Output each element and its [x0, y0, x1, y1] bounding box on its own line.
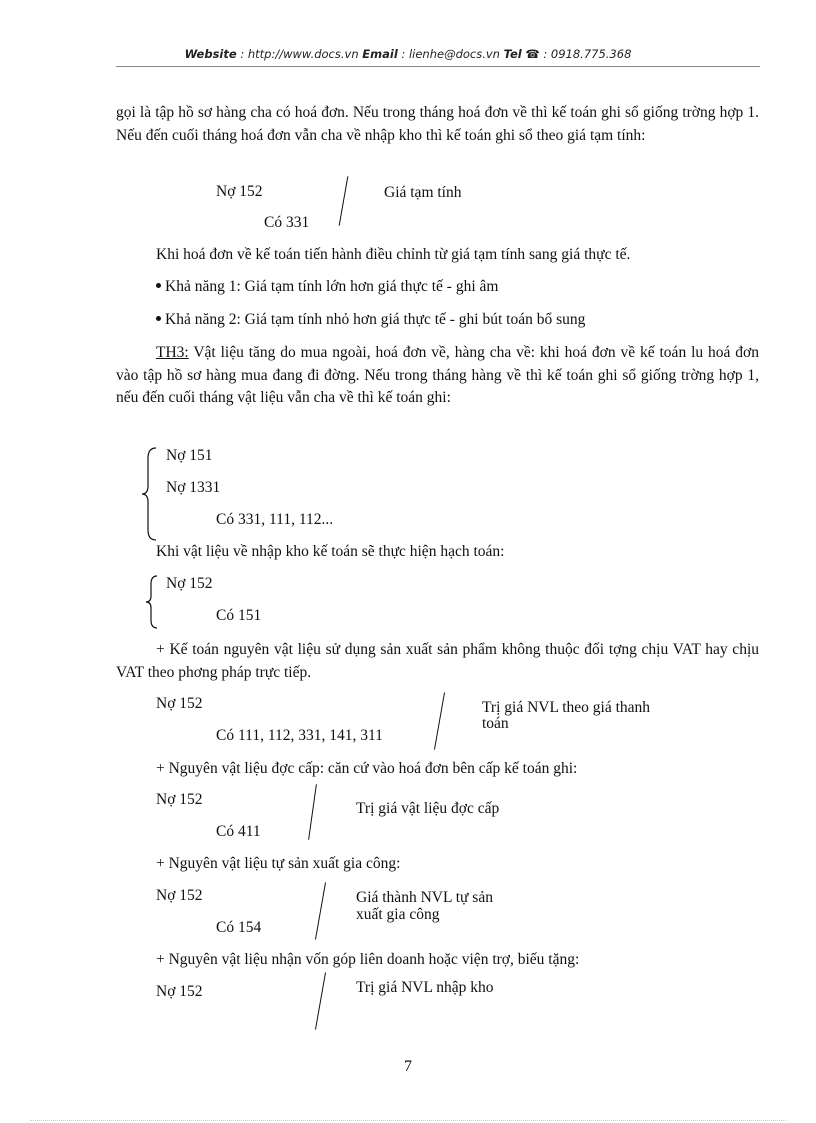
bullet-2-text: Khả năng 2: Giá tạm tính nhỏ hơn giá thực tế - ghi bút toán bổ sung	[165, 311, 586, 328]
paragraph-8: + Nguyên vật liệu nhận vốn góp liên doanh hoặc viện trợ, biếu tặng:	[156, 951, 580, 968]
entry2-credit: Có 331, 111, 112...	[216, 511, 334, 528]
header-divider	[116, 66, 760, 67]
entry5-note: Trị giá vật liệu đợc cấp	[356, 800, 500, 817]
entry5-debit: Nợ 152	[156, 791, 203, 808]
entry4-note	[482, 700, 650, 732]
bullet-1-text: Khả năng 1: Giá tạm tính lớn hơn giá thực tế - ghi âm	[165, 278, 499, 295]
website-value: : http://www.docs.vn	[236, 47, 363, 61]
entry1-note: Giá tạm tính	[384, 184, 462, 201]
email-label: Email	[362, 47, 398, 61]
entry4-note-line2: toán	[482, 715, 509, 732]
tel-label: Tel	[503, 47, 522, 61]
entry7-note: Trị giá NVL nhập kho	[356, 979, 494, 996]
entry3-brace	[143, 574, 161, 630]
case-label: TH3:	[156, 344, 189, 361]
entry6-debit: Nợ 152	[156, 887, 203, 904]
entry7-separator	[315, 972, 326, 1029]
page-number: 7	[404, 1058, 412, 1075]
paragraph-6: + Nguyên vật liệu đợc cấp: căn cứ vào hoá đơn bên cấp kế toán ghi:	[156, 760, 578, 777]
entry4-debit: Nợ 152	[156, 695, 203, 712]
entry5-credit: Có 411	[216, 823, 261, 840]
entry7-debit: Nợ 152	[156, 983, 203, 1000]
entry4-note-line1: Trị giá NVL theo giá thanh	[482, 699, 651, 716]
paragraph-3-text: Vật liệu tăng do mua ngoài, hoá đơn về, hàng cha về: khi hoá đơn về kế toán lu hoá đơn vào tập hồ sơ hàng mua đang đi đờng. Nếu trong tháng hàng về thì kế toán ghi sổ giống trờng hợp 1, nếu đến cuối tháng vật liệu vẫn cha về thì kế toán ghi:	[116, 344, 759, 406]
email-value: : lienhe@docs.vn	[397, 47, 504, 61]
entry1-debit: Nợ 152	[216, 183, 263, 200]
entry2-debit-2: Nợ 1331	[166, 479, 221, 496]
entry6-credit: Có 154	[216, 919, 262, 936]
phone-icon: ☎	[525, 47, 540, 61]
footer-divider	[30, 1120, 786, 1121]
bullet-item-1	[156, 278, 498, 296]
entry6-separator	[315, 882, 326, 939]
entry6-note-line1: Giá thành NVL tự sản	[356, 889, 493, 906]
entry3-credit: Có 151	[216, 607, 262, 624]
paragraph-2: Khi hoá đơn về kế toán tiến hành điều chỉnh từ giá tạm tính sang giá thực tế.	[156, 246, 631, 263]
entry2-brace	[140, 446, 160, 542]
entry6-note-line2: xuất gia công	[356, 906, 440, 923]
entry2-debit-1: Nợ 151	[166, 447, 213, 464]
entry3-debit: Nợ 152	[166, 575, 213, 592]
page-header	[0, 47, 816, 61]
entry4-credit: Có 111, 112, 331, 141, 311	[216, 727, 383, 744]
entry5-separator	[308, 784, 317, 840]
paragraph-1: gọi là tập hồ sơ hàng cha có hoá đơn. Nếu trong tháng hoá đơn về thì kế toán ghi sổ giống trờng hợp 1. Nếu đến cuối tháng hoá đơn vẫn cha về nhập kho thì kế toán ghi sổ theo giá tạm tính:	[116, 104, 759, 144]
website-label: Website	[184, 47, 237, 61]
bullet-item-2	[156, 311, 585, 329]
paragraph-5: + Kế toán nguyên vật liệu sử dụng sản xuất sản phẩm không thuộc đối tợng chịu VAT hay chịu VAT theo phơng pháp trực tiếp.	[116, 641, 759, 681]
entry1-separator	[339, 176, 349, 225]
bullet-icon	[156, 283, 161, 288]
paragraph-7: + Nguyên vật liệu tự sản xuất gia công:	[156, 855, 401, 872]
entry4-separator	[434, 692, 445, 749]
paragraph-3	[116, 342, 759, 410]
tel-value: : 0918.775.368	[539, 47, 632, 61]
paragraph-4: Khi vật liệu về nhập kho kế toán sẽ thực hiện hạch toán:	[156, 543, 505, 560]
bullet-icon	[156, 316, 161, 321]
entry1-credit: Có 331	[264, 214, 310, 231]
entry6-note	[356, 889, 493, 923]
